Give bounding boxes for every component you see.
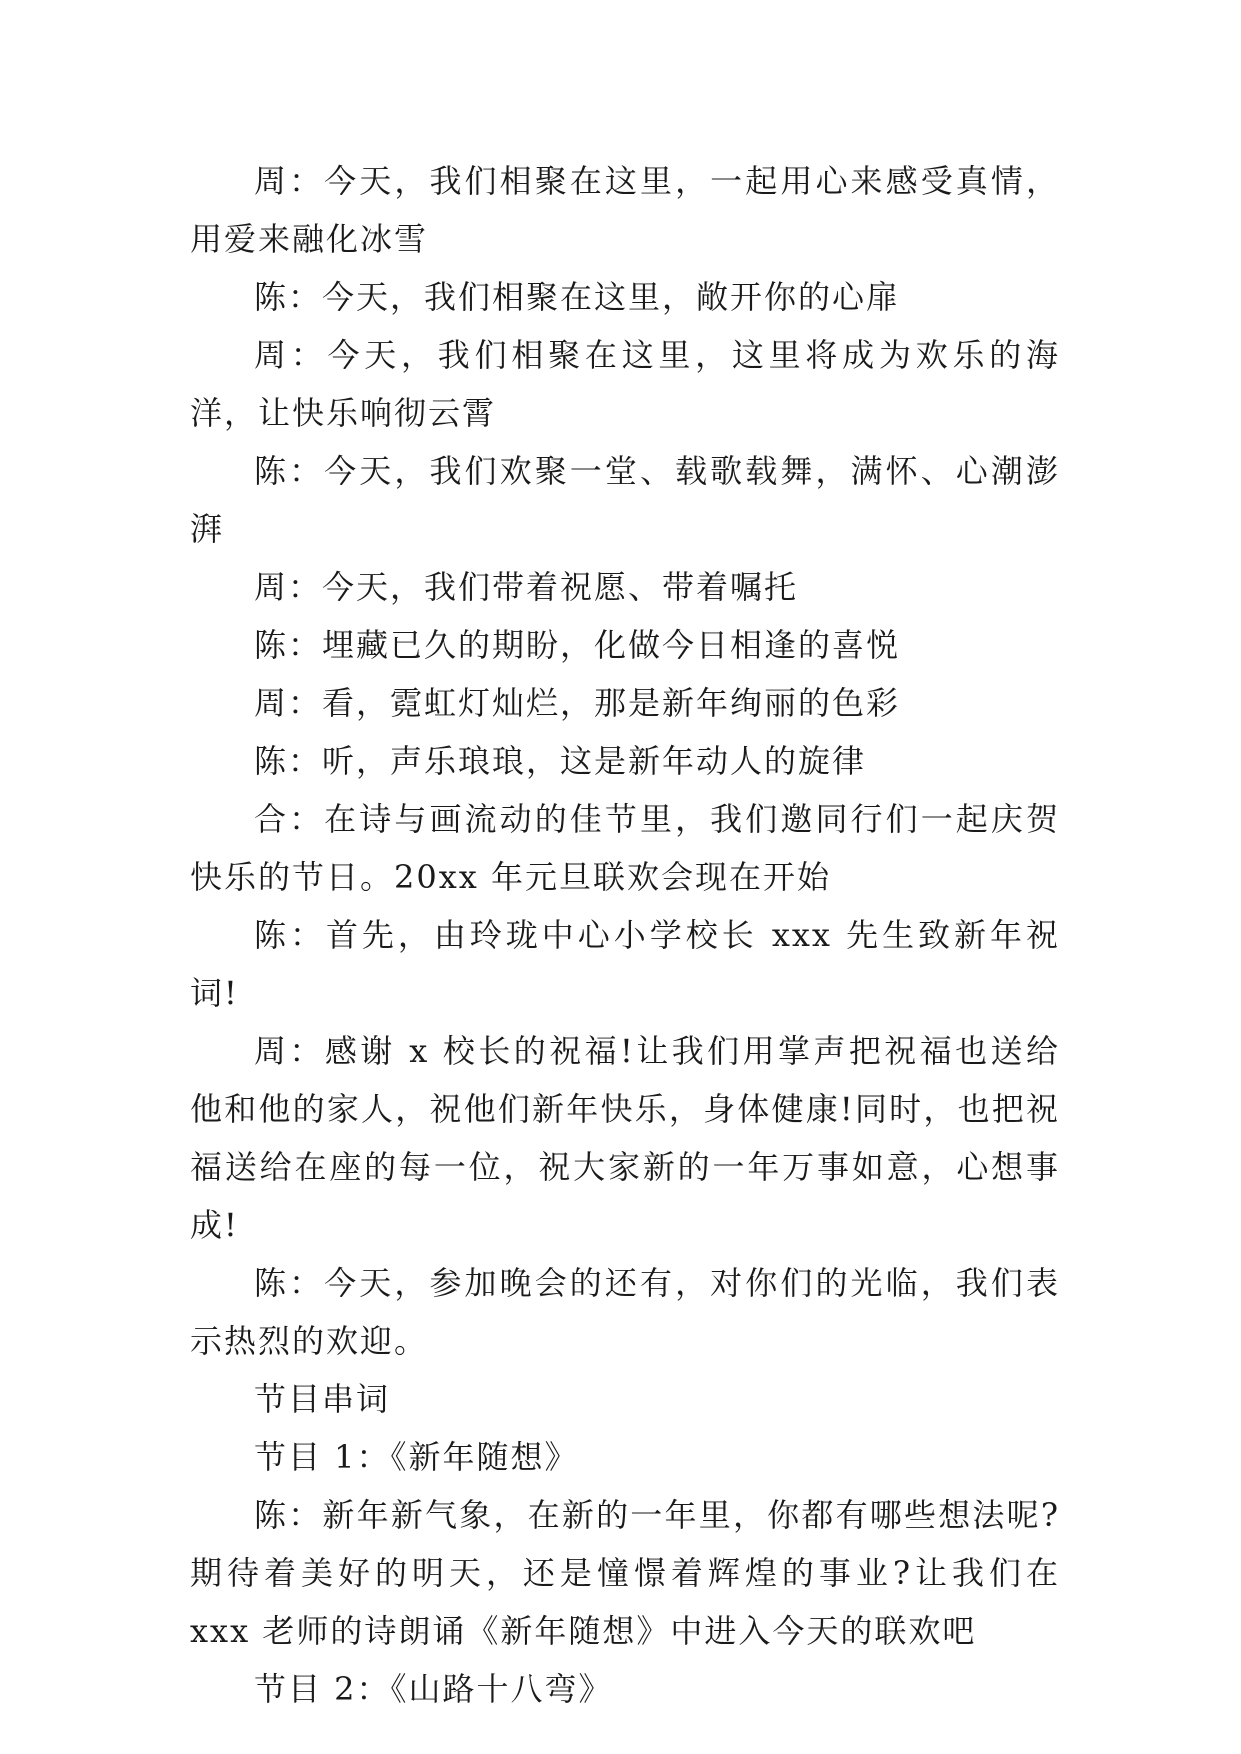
paragraph: 陈：埋藏已久的期盼，化做今日相逢的喜悦 — [254, 626, 901, 664]
paragraph: 周：看，霓虹灯灿烂，那是新年绚丽的色彩 — [254, 684, 901, 722]
paragraph: 周：今天，我们相聚在这里，这里将成为欢乐的海洋，让快乐响彻云霄 — [190, 336, 1060, 432]
section-heading: 节目串词 — [254, 1380, 391, 1418]
paragraph: 周：今天，我们相聚在这里，一起用心来感受真情，用爱来融化冰雪 — [190, 162, 1060, 258]
paragraph: 陈：今天，参加晚会的还有，对你们的光临，我们表示热烈的欢迎。 — [190, 1264, 1060, 1360]
paragraph: 陈：今天，我们相聚在这里，敞开你的心扉 — [254, 278, 901, 316]
program-title: 节目 1：《新年随想》 — [254, 1438, 579, 1476]
document-body — [190, 152, 1060, 1718]
paragraph: 陈：首先，由玲珑中心小学校长 xxx 先生致新年祝词! — [190, 916, 1060, 1012]
paragraph: 陈：今天，我们欢聚一堂、载歌载舞，满怀、心潮澎湃 — [190, 452, 1060, 548]
program-title: 节目 2：《山路十八弯》 — [254, 1670, 613, 1708]
paragraph: 陈：听，声乐琅琅，这是新年动人的旋律 — [254, 742, 867, 780]
paragraph: 周：今天，我们带着祝愿、带着嘱托 — [254, 568, 799, 606]
paragraph: 周：感谢 x 校长的祝福!让我们用掌声把祝福也送给他和他的家人，祝他们新年快乐，身体健康!同时，也把祝福送给在座的每一位，祝大家新的一年万事如意，心想事成! — [190, 1032, 1060, 1244]
paragraph: 合：在诗与画流动的佳节里，我们邀同行们一起庆贺快乐的节日。20xx 年元旦联欢会现在开始 — [190, 800, 1060, 896]
paragraph: 陈：新年新气象，在新的一年里，你都有哪些想法呢?期待着美好的明天，还是憧憬着辉煌的事业?让我们在 xxx 老师的诗朗诵《新年随想》中进入今天的联欢吧 — [190, 1496, 1060, 1650]
